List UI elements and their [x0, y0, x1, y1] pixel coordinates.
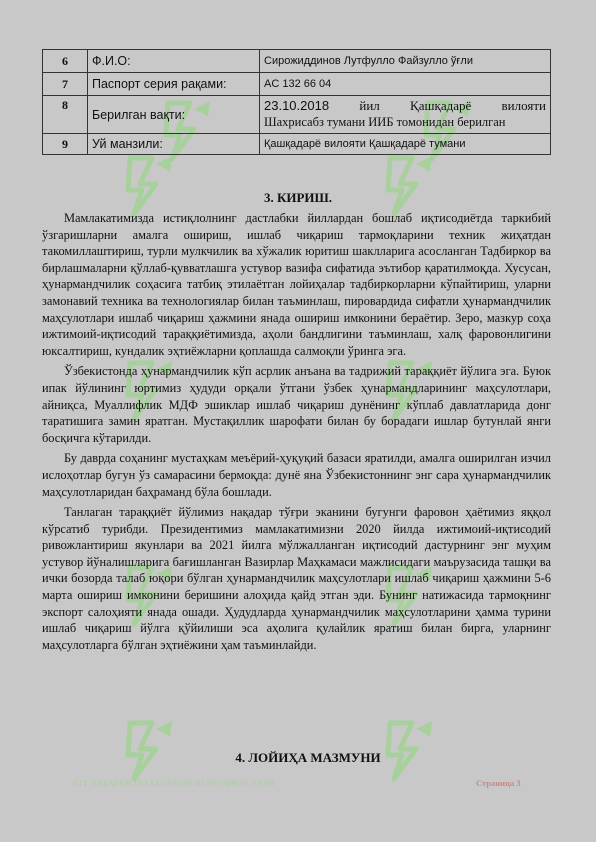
table-row: [43, 96, 551, 134]
row-value: Қашқадарё вилояти Қашқадарё тумани: [260, 134, 551, 155]
issue-line-2: Шахрисабз тумани ИИБ томонидан берилган: [264, 115, 506, 129]
row-number: 9: [43, 134, 88, 155]
row-number: 8: [43, 96, 88, 134]
section-title: 4. ЛОЙИҲА МАЗМУНИ: [235, 750, 381, 765]
personal-info-table: [42, 49, 551, 155]
footer-page-number: Страница 3: [476, 778, 521, 788]
section-title: 3. КИРИШ.: [263, 190, 333, 205]
table-row: [43, 134, 551, 155]
row-value: Сирожиддинов Лутфулло Файзулло ўғли: [260, 50, 551, 73]
row-value: AC 132 66 04: [260, 73, 551, 96]
row-value: [260, 96, 551, 134]
row-label: Берилган вақти:: [88, 96, 260, 134]
paragraph: Бу даврда соҳанинг мустаҳкам меъёрий-ҳуқуқий базаси яратилди, амалга оширилган изчил ислоҳотлар бугун ўз самарасини бермоқда: дунё яна Ўзбекистоннинг энг сара ҳунармандчилик маҳсулотларидан баҳраманд бўла бошлади.: [42, 451, 551, 499]
row-number: 6: [43, 50, 88, 73]
issue-line-1: [264, 98, 546, 114]
table-row: [43, 73, 551, 96]
paragraph: Ўзбекистонда ҳунармандчилик кўп асрлик анъана ва тадрижий тараққиёт йўлига эга. Буюк ипак йўлининг юртимиз ҳудуди орқали ўтгани ўзбек ҳунармандларининг маҳсулотлари, айниқса, Муаллифлик МДФ эшиклар ишлаб чиқариш дунёнинг кўплаб давлатларида донг таратишига замин яратган. Мустақиллик шарофати билан бу борадаги ишлар бутунлай янги босқичга кўтарилди.: [42, 364, 551, 445]
paragraph: Танлаган тараққиёт йўлимиз нақадар тўғри эканини бугунги фаровон ҳаётимиз яққол кўрсатиб турибди. Президентимиз мамлакатимизни 2020 йилда ижтимоий-иқтисодий ривожлантириш якунлари ва 2021 йилга мўлжалланган иқтисодий дастурнинг энг муҳим устувор йўналишларига бағишланган Вазирлар Маҳкамаси мажлисидаги маърузасида ташқи ва ички бозорда талаб юқори бўлган ҳунармандчилик маҳсулотлари ишлаб чиқариш ҳажмини 5-6 марта ошириш имконини беришини алоҳида қайд этган эди. Бунинг натижасида тармоқнинг экспорт салоҳияти янада ошади. Ҳудудларда ҳунармандчилик маҳсулотларини ҳамма турини ишлаб чиқариш йўлга қўйилиши эса аҳолига қулайлик яратиш билан бирга, уларнинг маҳсулотларга бўлган эҳтиёжини ҳам таъминлайди.: [42, 505, 551, 652]
issue-word: Қашқадарё: [410, 98, 472, 113]
issue-date: 23.10.2018: [264, 98, 330, 113]
paragraph: Мамлакатимизда истиқлолнинг дастлабки йиллардан бошлаб иқтисодиётда таркибий ўзгаришларни амалга ошириш, ишлаб чиқариш тармоқларини техник жиҳатдан такомиллаштириш, турли мулкчилик ва хўжалик юритиш шаклларига асосланган Тадбиркор ва бирлашмаларни қўллаб-қувватлашга устувор вазифа сифатида эътибор қаратилмоқда. Хусусан, ҳунармандчилик соҳасига татбиқ этилаётган лойиҳалар тадбиркорларни кўпайтириш, уларни замонавий техника ва технологиялар билан таъминлаш, пировардида сифатли ҳунармандчилик маҳсулотлари ишлаб чиқариш ҳажмини янада ошириш имконини бераётир. Зеро, мазкур соҳа ижтимоий-иқтисодий тараққиётимизда, аҳоли бандлигини таъминлаш, халқ фаровонлигини юксалтириш, кундалик эҳтиёжларни қоплашда салмоқли ўринга эга.: [42, 211, 551, 358]
row-label: Паспорт серия рақами:: [88, 73, 260, 96]
section-body: [42, 210, 551, 653]
issue-word: йил: [359, 98, 380, 113]
row-label: Уй манзили:: [88, 134, 260, 155]
table-row: [43, 50, 551, 73]
row-label: Ф.И.О:: [88, 50, 260, 73]
row-number: 7: [43, 73, 88, 96]
issue-word: вилояти: [501, 98, 546, 113]
footer-author: ЯТТ АКБАРОВ ШАХБОЗЖОН ФАРХОДЖОН ЎҒЛИ: [72, 778, 275, 788]
